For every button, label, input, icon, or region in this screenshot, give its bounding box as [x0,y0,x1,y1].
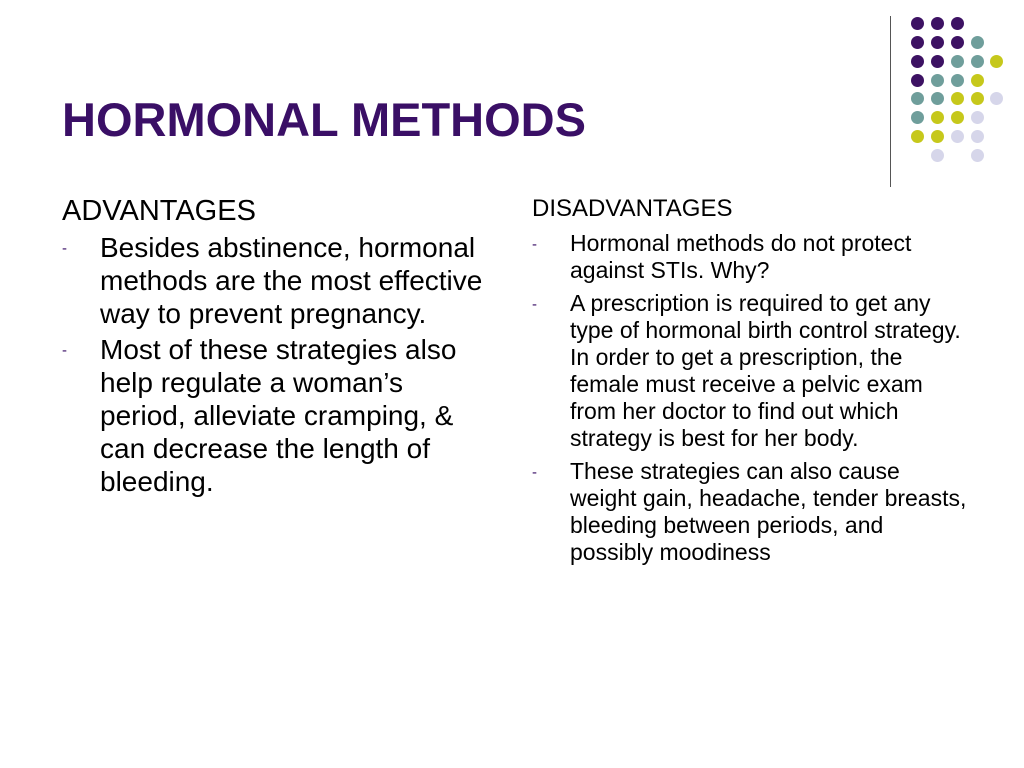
advantage-item-text: Besides abstinence, hormonal methods are the most effective way to prevent pregnancy. [100,232,483,329]
decorative-dot [990,92,1003,105]
dash-bullet-icon: - [532,296,537,313]
decorative-dot [931,17,944,30]
disadvantage-item [532,290,972,452]
decorative-dot [931,111,944,124]
disadvantages-column [532,194,972,566]
decorative-dot [971,149,984,162]
decorative-dot [911,55,924,68]
decorative-dot [971,74,984,87]
disadvantages-heading: DISADVANTAGES [532,195,733,222]
advantages-list [62,231,492,498]
decorative-dot [931,55,944,68]
decorative-dot [951,111,964,124]
dash-bullet-icon: - [532,236,537,253]
decorative-dot [951,130,964,143]
decorative-dot [951,74,964,87]
dash-bullet-icon: - [62,240,67,257]
decorative-dot [931,130,944,143]
decorative-dot [951,36,964,49]
decorative-dot [911,74,924,87]
decorative-dot [971,36,984,49]
decorative-dot [931,92,944,105]
decorative-dot [911,92,924,105]
disadvantage-item [532,458,972,566]
decorative-dot [971,92,984,105]
advantage-item [62,231,492,330]
slide-title: HORMONAL METHODS [62,93,586,146]
decorative-dot [971,111,984,124]
disadvantage-item [532,230,972,284]
decorative-dot [971,130,984,143]
decorative-divider [890,16,891,187]
decorative-dot [951,17,964,30]
decorative-dot [951,92,964,105]
dash-bullet-icon: - [532,464,537,481]
dash-bullet-icon: - [62,342,67,359]
decorative-dot [990,55,1003,68]
decorative-dot [931,36,944,49]
decorative-dot [971,55,984,68]
disadvantage-item-text: A prescription is required to get any type of hormonal birth control strategy. In order to get a prescription, the female must receive a pelvic exam from her doctor to find out which strategy is best for her body. [570,290,961,451]
decorative-dot [951,55,964,68]
decorative-dot [911,17,924,30]
advantages-column [62,194,492,498]
decorative-dot [911,111,924,124]
advantage-item-text: Most of these strategies also help regulate a woman’s period, alleviate cramping, & can decrease the length of bleeding. [100,334,457,497]
decorative-dot [931,149,944,162]
disadvantage-item-text: Hormonal methods do not protect against STIs. Why? [570,230,912,283]
decorative-dot [931,74,944,87]
disadvantages-list [532,230,972,566]
decorative-dot [911,130,924,143]
advantages-heading: ADVANTAGES [62,195,256,227]
advantage-item [62,333,492,498]
disadvantage-item-text: These strategies can also cause weight gain, headache, tender breasts, bleeding between periods, and possibly moodiness [570,458,967,565]
decorative-dot [911,36,924,49]
